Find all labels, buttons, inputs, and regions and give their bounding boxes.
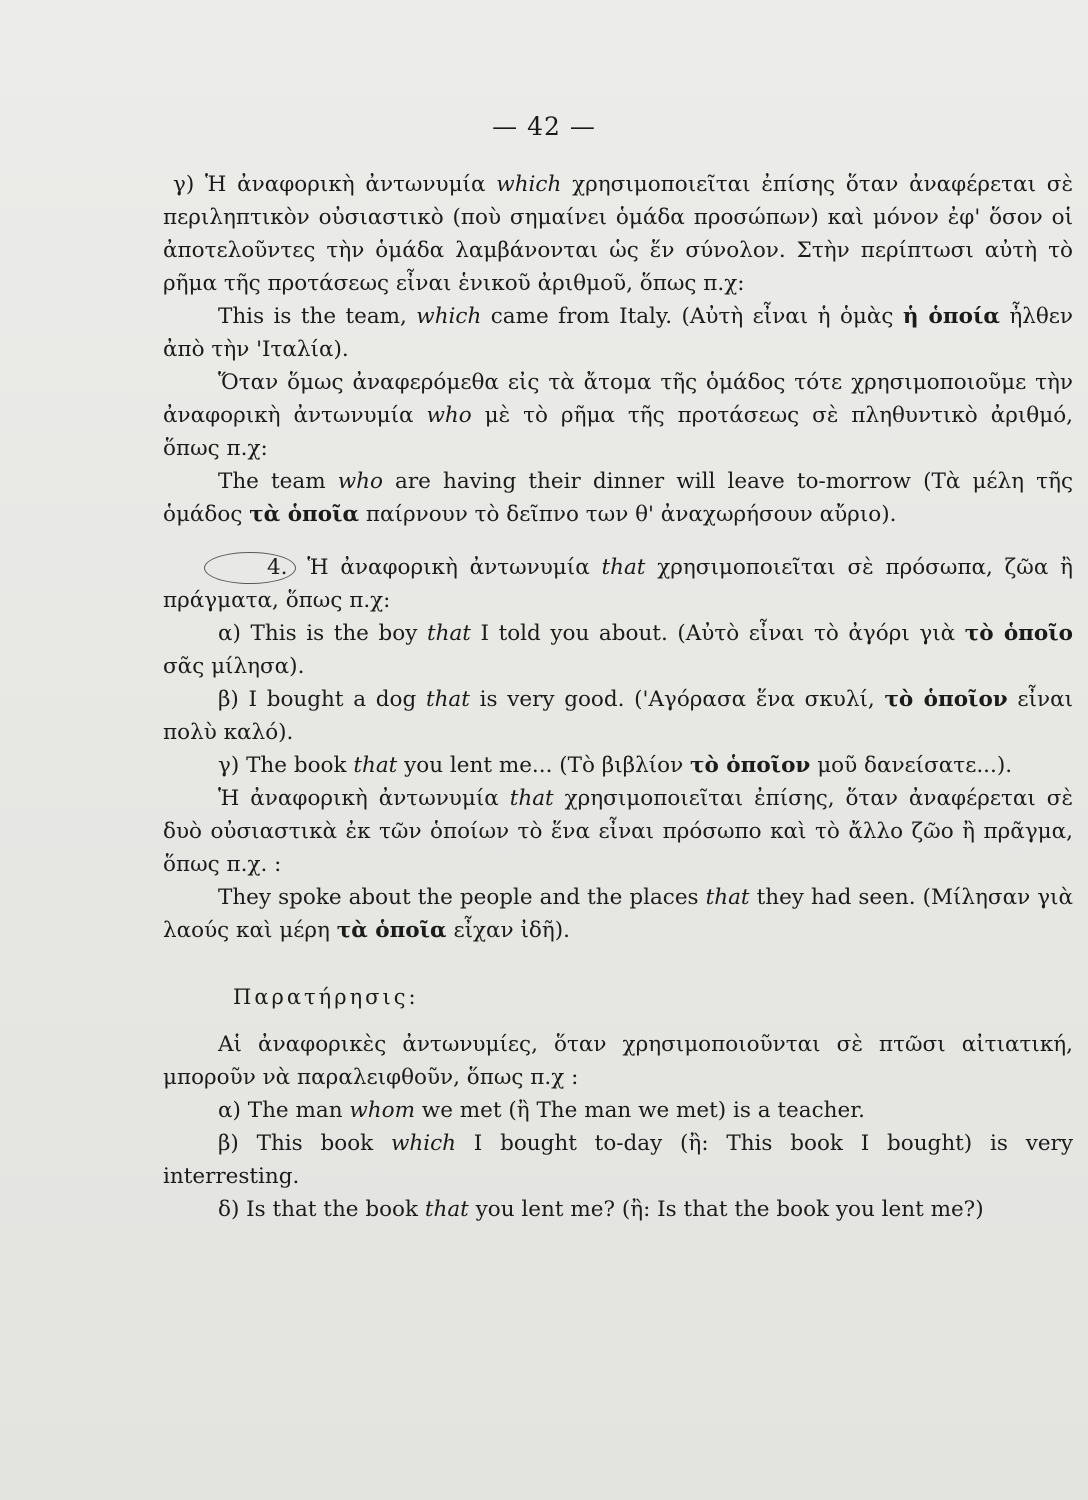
example-team-which bbox=[163, 300, 1073, 366]
emphasis-that: that bbox=[705, 885, 750, 910]
bold-translation: ἡ ὁποία bbox=[902, 304, 1000, 329]
text: This is the team, bbox=[218, 304, 417, 329]
emphasis-which: which bbox=[390, 1131, 456, 1156]
text: Ἡ ἀναφορικὴ ἀντωνυμία bbox=[295, 555, 602, 580]
text: παίρνουν τὸ δεῖπνο των θ' ἀναχωρήσουν αὔριο). bbox=[359, 502, 897, 527]
text: χρησιμοποιεῖται ἐπίσης, ὅταν ἀναφέρεται σὲ δυὸ οὐσιαστικὰ ἐκ τῶν ὁποίων τὸ ἕνα εἶναι πρόσωπο καὶ τὸ ἄλλο ζῶο ἢ πρᾶγμα, ὅπως π.χ. : bbox=[163, 786, 1073, 877]
text: they had seen. (Μίλησαν γιὰ λαούς καὶ μέρη bbox=[163, 885, 1073, 943]
emphasis-which: which bbox=[496, 172, 562, 197]
text: I bought to-day (ἢ: This book I bought) is very interresting. bbox=[163, 1131, 1073, 1189]
example-beta-dog bbox=[163, 683, 1073, 749]
example-gamma-book bbox=[163, 749, 1073, 782]
emphasis-that: that bbox=[601, 555, 646, 580]
text: ἦλθεν ἀπὸ τὴν 'Ιταλία). bbox=[163, 304, 1073, 362]
emphasis-who: who bbox=[426, 403, 472, 428]
text: γ) Ἡ ἀναφορικὴ ἀντωνυμία bbox=[173, 172, 497, 197]
emphasis-that: that bbox=[509, 786, 554, 811]
text: μὲ τὸ ρῆμα τῆς προτάσεως σὲ πληθυντικὸ ἀριθμό, ὅπως π.χ: bbox=[163, 403, 1073, 461]
section-number-circled: 4. bbox=[204, 552, 296, 584]
page-number: — 42 — bbox=[492, 112, 596, 141]
text: β) This book bbox=[218, 1131, 391, 1156]
text: Ὅταν ὅμως ἀναφερόμεθα εἰς τὰ ἄτομα τῆς ὁμάδος τότε χρησιμοποιοῦμε τὴν ἀναφορικὴ ἀντωνυμία bbox=[163, 370, 1073, 428]
text: we met (ἢ The man we met) is a teacher. bbox=[414, 1098, 865, 1123]
emphasis-that: that bbox=[353, 753, 398, 778]
text: I told you about. (Αὐτὸ εἶναι τὸ ἀγόρι γιὰ bbox=[470, 621, 965, 646]
text: is very good. ('Αγόρασα ἕνα σκυλί, bbox=[469, 687, 885, 712]
text: χρησιμοποιεῖται ἐπίσης ὅταν ἀναφέρεται σὲ περιληπτικὸν οὐσιαστικὸ (ποὺ σημαίνει ὁμάδα προσώπων) καὶ μόνον ἐφ' ὅσον οἱ ἀποτελοῦντες τὴν ὁμάδα λαμβάνονται ὡς ἕν σύνολον. Στὴν περίπτωσι αὐτὴ τὸ ρῆμα τῆς προτάσεως εἶναι ἑνικοῦ ἀριθμοῦ, ὅπως π.χ: bbox=[163, 172, 1073, 296]
section-4-intro bbox=[163, 551, 1073, 617]
text: are having their dinner will leave to-morrow (Τὰ μέλη τῆς ὁμάδος bbox=[163, 469, 1073, 527]
example-team-who bbox=[163, 465, 1073, 531]
emphasis-that: that bbox=[424, 1197, 469, 1222]
emphasis-whom: whom bbox=[349, 1098, 415, 1123]
bold-translation: τὸ ὁποῖον bbox=[689, 753, 811, 778]
remarks-intro: Αἱ ἀναφορικὲς ἀντωνυμίες, ὅταν χρησιμοποιοῦνται σὲ πτῶσι αἰτιατική, μποροῦν νὰ παραλειφθοῦν, ὅπως π.χ : bbox=[163, 1032, 1073, 1090]
paragraph-plural-who bbox=[163, 366, 1073, 465]
text: β) I bought a dog bbox=[218, 687, 426, 712]
text: εἶχαν ἰδῆ). bbox=[446, 918, 570, 943]
text: α) The man bbox=[218, 1098, 350, 1123]
bold-translation: τὸ ὁποῖον bbox=[884, 687, 1008, 712]
text: you lent me... (Τὸ βιβλίον bbox=[397, 753, 690, 778]
text: εἶναι πολὺ καλό). bbox=[163, 687, 1074, 745]
text: They spoke about the people and the places bbox=[218, 885, 706, 910]
example-alpha-boy bbox=[163, 617, 1073, 683]
text: γ) The book bbox=[218, 753, 354, 778]
text: χρησιμοποιεῖται σὲ πρόσωπα, ζῶα ἢ πράγματα, ὅπως π.χ: bbox=[163, 555, 1073, 613]
remarks-heading: Παρατήρησις: bbox=[233, 985, 419, 1009]
bold-translation: τὰ ὁποῖα bbox=[249, 502, 360, 527]
text: you lent me? (ἢ: Is that the book you lent me?) bbox=[468, 1197, 984, 1222]
text: Ἡ ἀναφορικὴ ἀντωνυμία bbox=[218, 786, 510, 811]
remark-alpha-man bbox=[163, 1094, 1073, 1127]
emphasis-that: that bbox=[425, 687, 470, 712]
bold-translation: τὸ ὁποῖο bbox=[964, 621, 1073, 646]
emphasis-that: that bbox=[426, 621, 471, 646]
text: α) This is the boy bbox=[218, 621, 427, 646]
emphasis-which: which bbox=[416, 304, 482, 329]
remark-delta-book bbox=[163, 1193, 1073, 1226]
text: The team bbox=[218, 469, 338, 494]
text: δ) Is that the book bbox=[218, 1197, 425, 1222]
example-people-places bbox=[163, 881, 1073, 947]
bold-translation: τὰ ὁποῖα bbox=[336, 918, 447, 943]
page-body bbox=[163, 168, 1073, 1226]
text: σᾶς μίλησα). bbox=[163, 654, 305, 679]
emphasis-who: who bbox=[337, 469, 383, 494]
paragraph-gamma-intro bbox=[163, 168, 1073, 300]
text: came from Italy. (Αὐτὴ εἶναι ἡ ὁμὰς bbox=[481, 304, 903, 329]
text: μοῦ δανείσατε...). bbox=[810, 753, 1013, 778]
paragraph-that-mixed bbox=[163, 782, 1073, 881]
remark-beta-book bbox=[163, 1127, 1073, 1193]
